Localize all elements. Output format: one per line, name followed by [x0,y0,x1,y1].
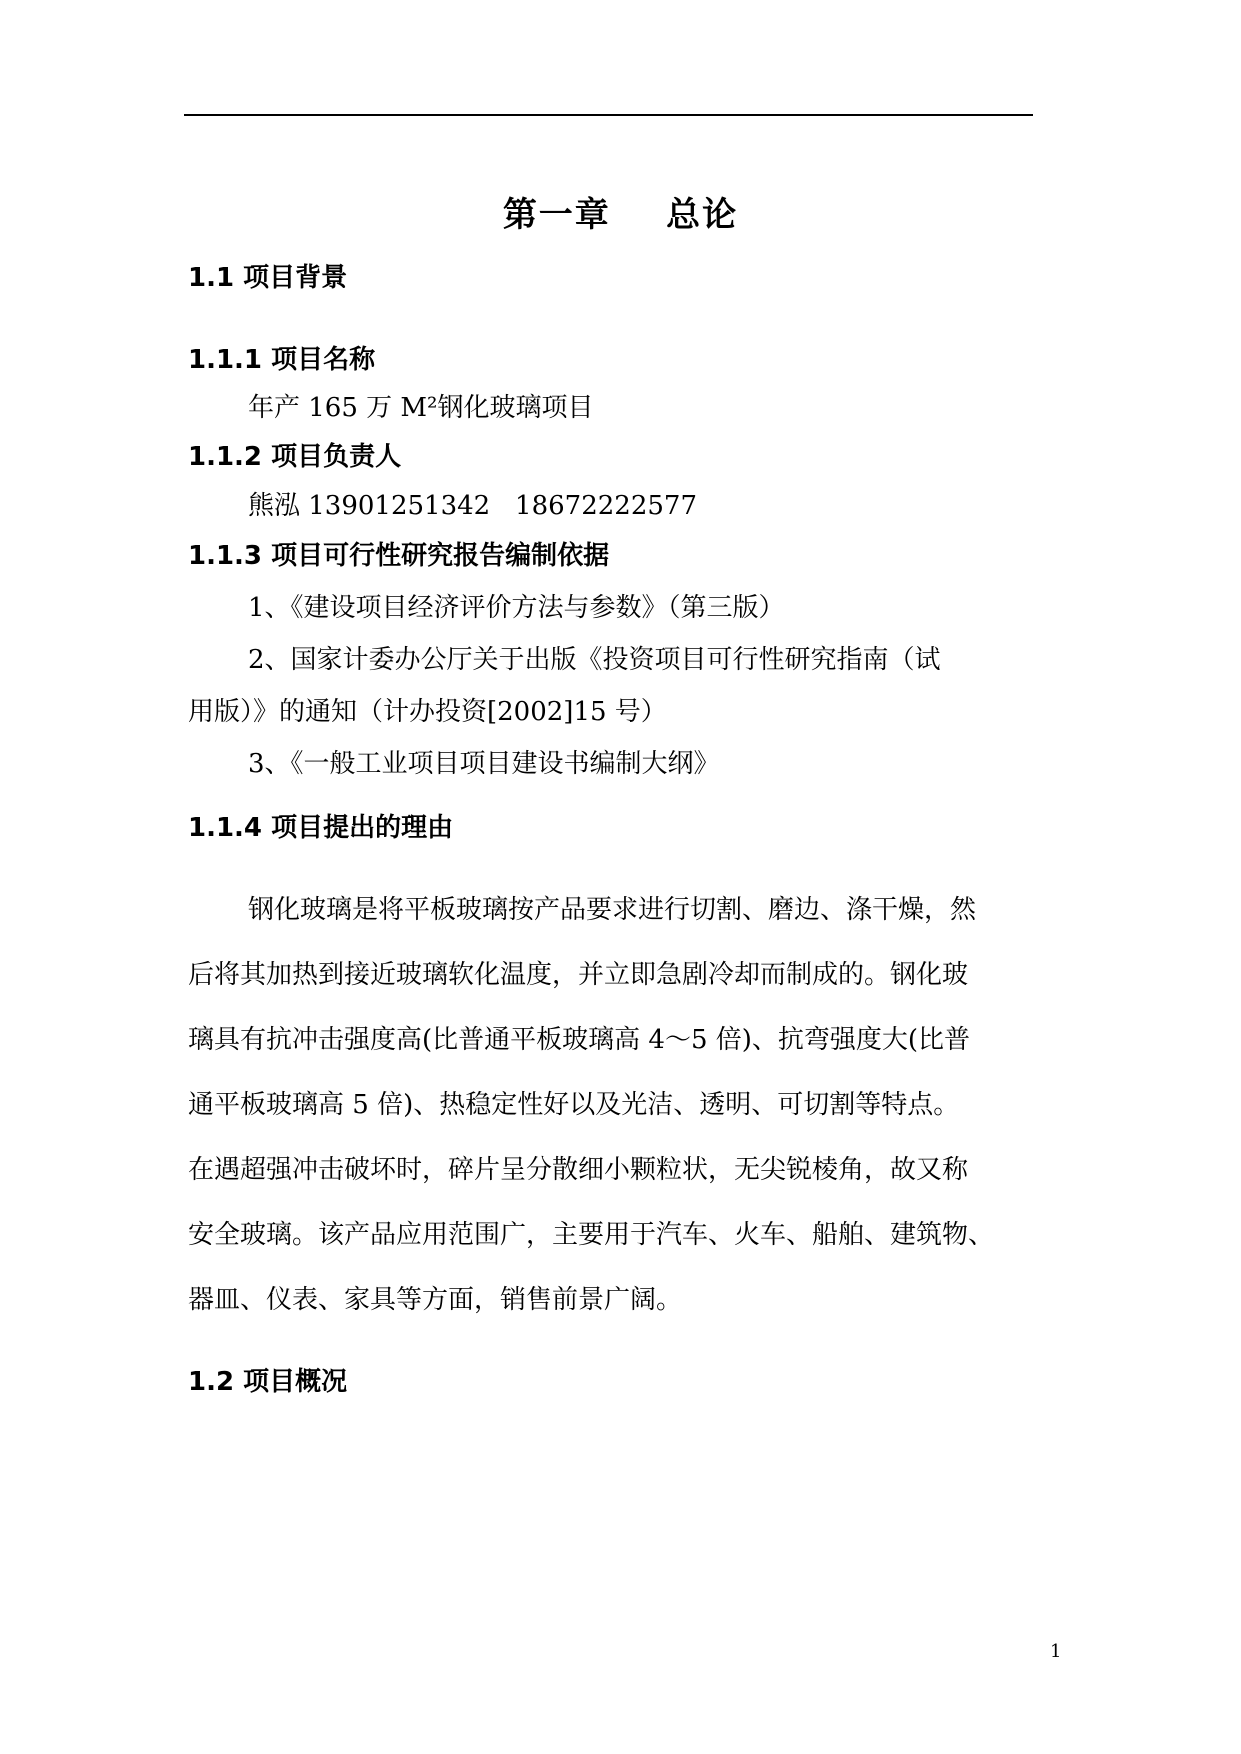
reason-paragraph-line: 通平板玻璃高 5 倍)、热稳定性好以及光洁、透明、可切割等特点。 [188,1090,960,1120]
reason-paragraph-line: 器皿、仪表、家具等方面，销售前景广阔。 [188,1285,683,1315]
header-rule [184,114,1033,116]
section-heading-1-1-1: 1.1.1 项目名称 [188,345,376,375]
section-heading-1-2: 1.2 项目概况 [188,1367,348,1397]
reason-paragraph-line: 钢化玻璃是将平板玻璃按产品要求进行切割、磨边、涤干燥，然 [248,895,977,925]
reason-paragraph-line: 后将其加热到接近玻璃软化温度，并立即急剧冷却而制成的。钢化玻 [188,960,969,990]
basis-item-1: 1、《建设项目经济评价方法与参数》（第三版） [248,593,785,623]
section-heading-1-1-3: 1.1.3 项目可行性研究报告编制依据 [188,541,610,571]
page-number: 1 [1050,1641,1062,1662]
reason-paragraph-line: 安全玻璃。该产品应用范围广，主要用于汽车、火车、船舶、建筑物、 [188,1220,995,1250]
section-heading-1-1-2: 1.1.2 项目负责人 [188,442,402,472]
section-heading-1-1-4: 1.1.4 项目提出的理由 [188,813,454,843]
basis-item-2-line-1: 2、国家计委办公厅关于出版《投资项目可行性研究指南（试 [248,645,941,675]
project-leader-text: 熊泓 13901251342 18672222577 [248,491,697,521]
basis-item-2-line-2: 用版）》的通知（计办投资[2002]15 号） [188,697,667,727]
reason-paragraph-line: 璃具有抗冲击强度高(比普通平板玻璃高 4～5 倍)、抗弯强度大(比普 [188,1025,971,1055]
project-name-text: 年产 165 万 M²钢化玻璃项目 [248,393,594,423]
chapter-title: 第一章 总论 [502,195,739,235]
reason-paragraph-line: 在遇超强冲击破坏时，碎片呈分散细小颗粒状，无尖锐棱角，故又称 [188,1155,969,1185]
basis-item-3: 3、《一般工业项目项目建设书编制大纲》 [248,749,720,779]
section-heading-1-1: 1.1 项目背景 [188,263,348,293]
